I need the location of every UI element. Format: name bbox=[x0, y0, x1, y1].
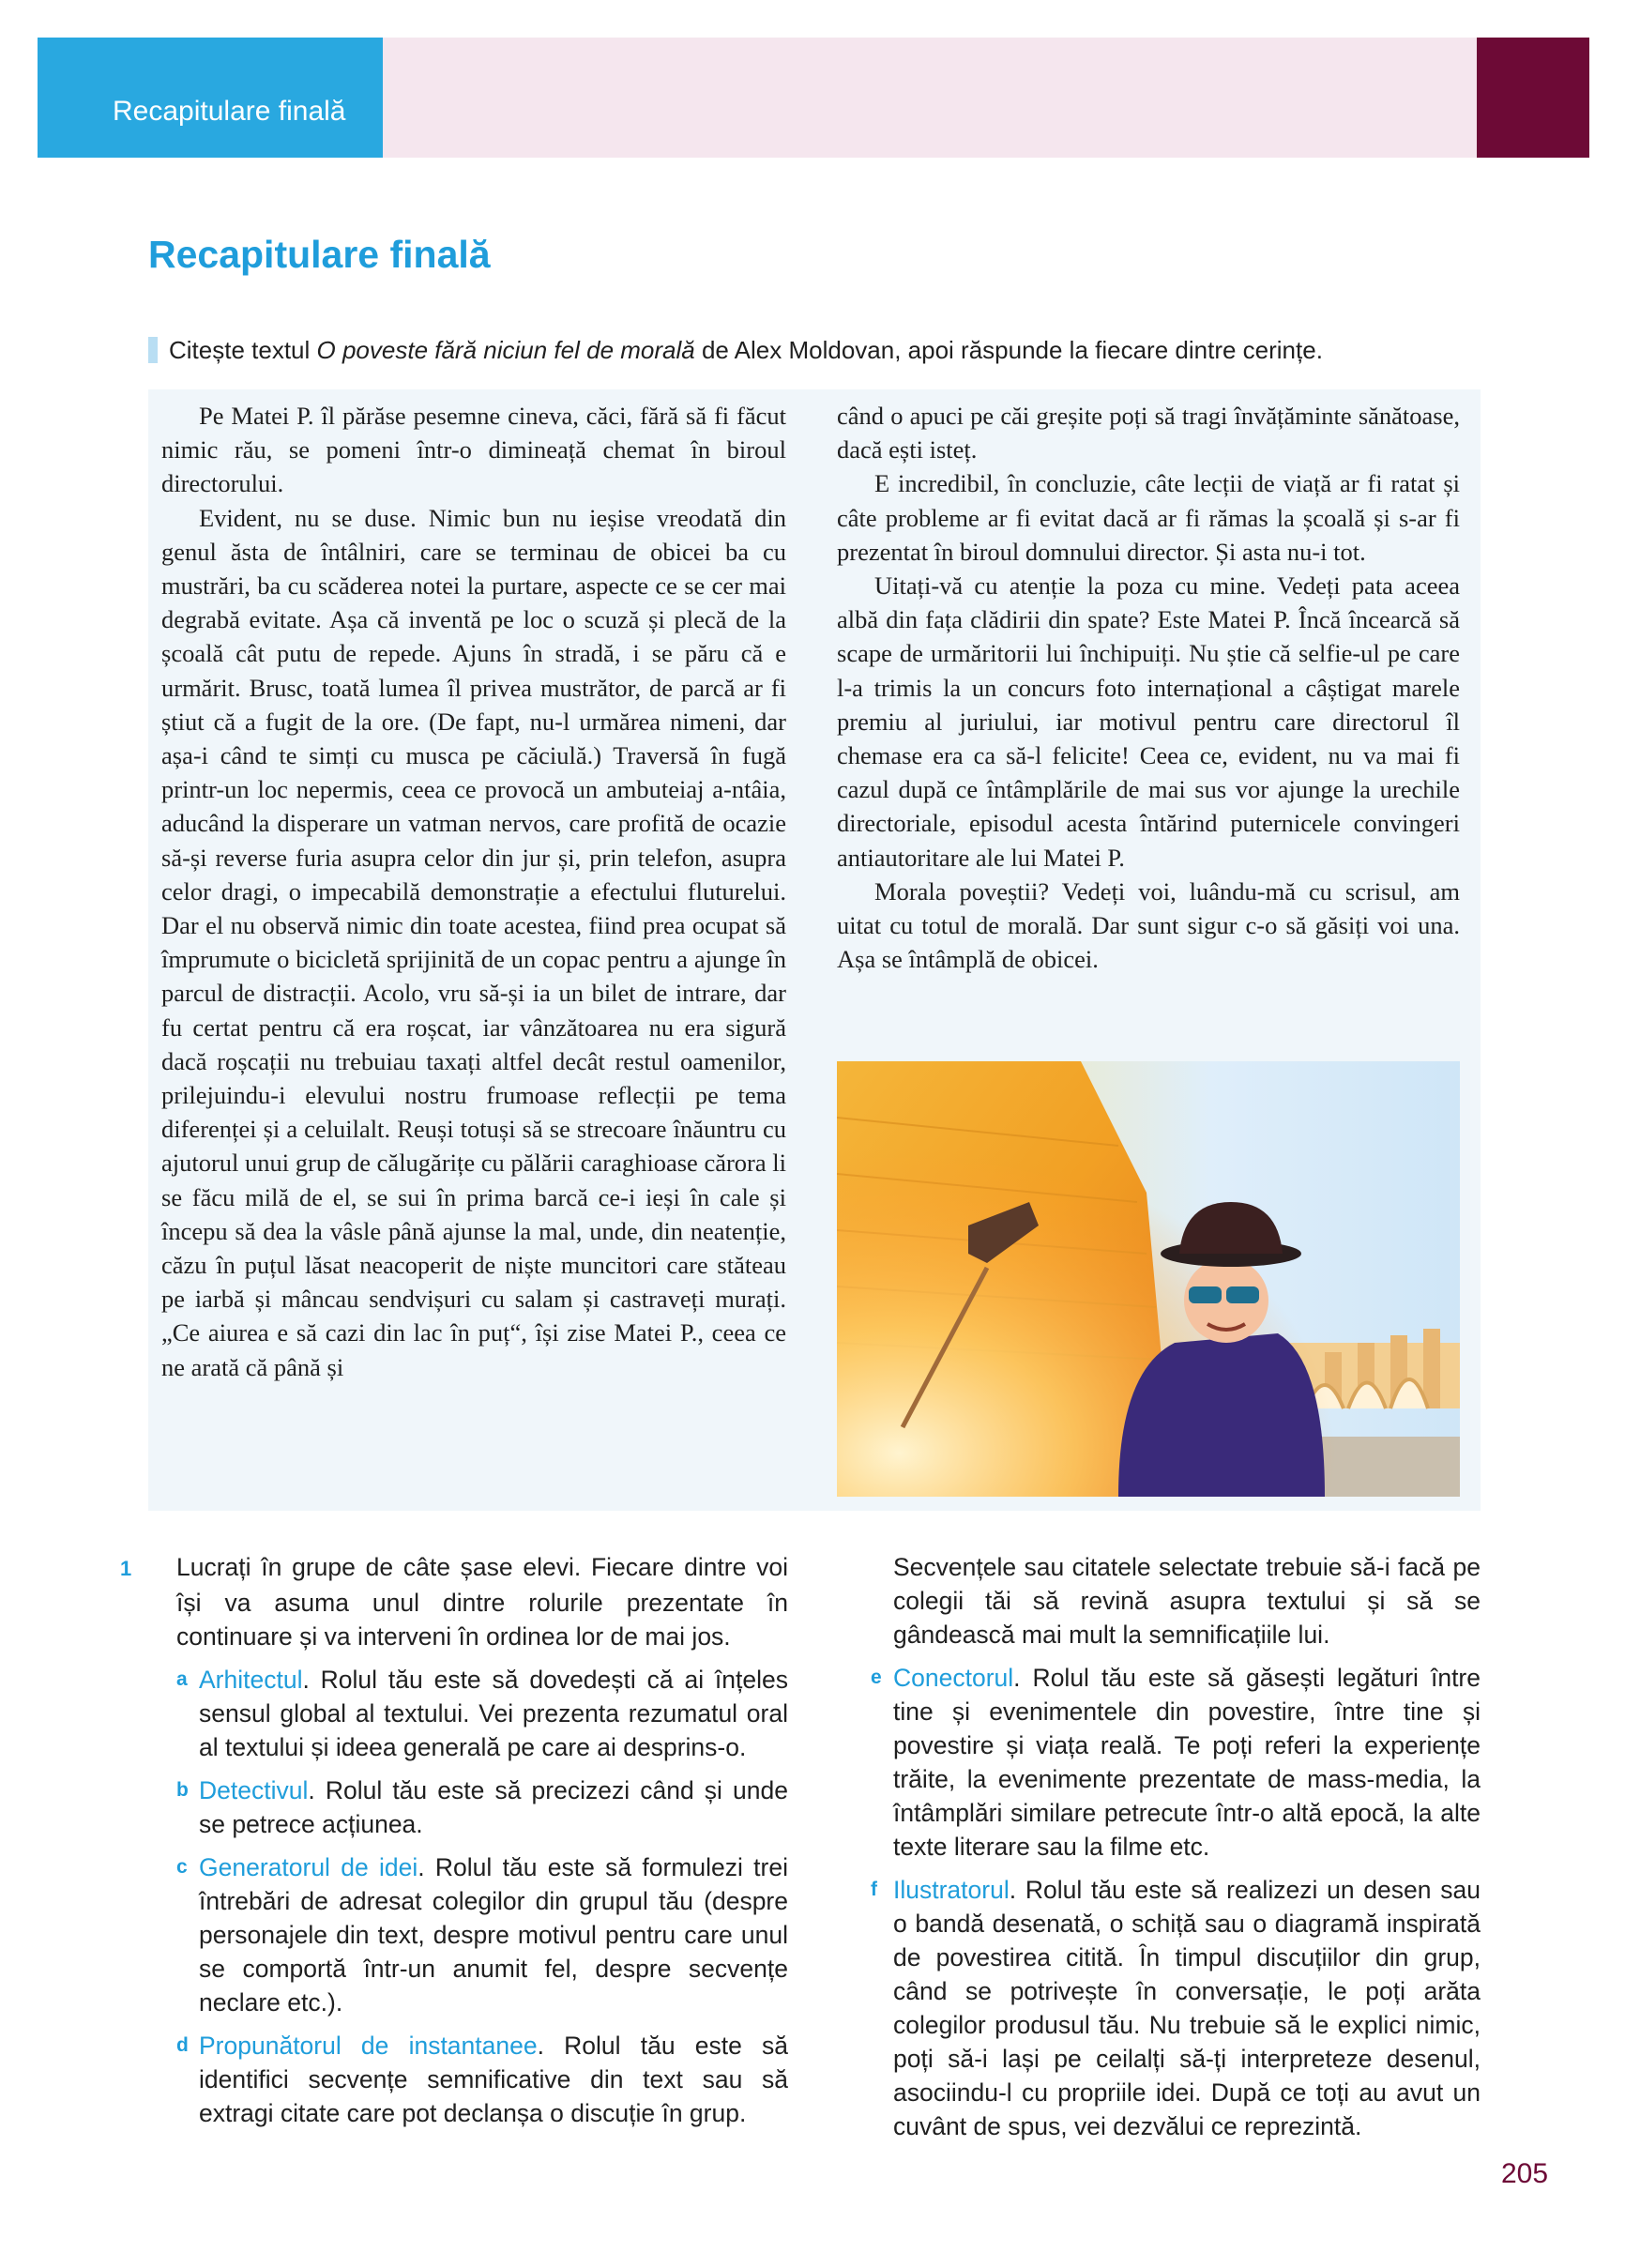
story-paragraph: Evident, nu se duse. Nimic bun nu ieșise vreodată din genul ăsta de întâlniri, care se terminau de obicei ba cu mustrări, ba cu scăderea notei la purtare, aspecte ce se cer mai degrabă evitate. Așa că inventă pe loc o scuză și plecă de la școală cât putu de repede. Ajuns în stradă, i se păru că e urmărit. Brusc, toată lumea îl privea mustrător, de parcă ar fi știut că a fugit de la ore. (De fapt, nu-l urmărea nimeni, dar așa-i când te simți cu musca pe căciulă.) Traversă în fugă printr-un loc nepermis, ceea ce provocă un ambuteiaj a-ntâia, aducând la disperare un vatman nervos, care profită de ocazie să-și reverse furia asupra celor din jur și, prin telefon, asupra celor dragi, o impecabilă demonstrație a efectului fluturelui. Dar el nu observă nimic din toate acestea, fiind prea ocupat să împrumute o bicicletă sprijinită de un copac pentru a ajunge în parcul de distracții. Acolo, vru să-și ia un bilet de intrare, dar fu certat pentru că era roșcat, iar vânzătoarea nu era sigură dacă roșcații nu trebuiau taxați altfel decât restul oamenilor, prilejuindu-i elevului nostru frumoase reflecții pe tema diferenței și a celuilalt. Reuși totuși să se strecoare înăuntru cu ajutorul unui grup de călugărițe cu pălării caraghioase cărora li se făcu milă de el, se sui în prima barcă ce-i ieși în cale și începu să dea la vâsle până ajunse la mal, unde, din neatenție, căzu în puțul lăsat neacoperit de niște muncitori care stăteau pe iarbă și mâncau sendvișuri cu salam și castraveți murați. „Ce aiurea e să cazi din lac în puț“, își zise Matei P., ceea ce ne arată că până și bbox=[161, 503, 786, 1381]
selfie-photo bbox=[837, 1061, 1460, 1497]
item-continuation: Secvențele sau citatele selectate trebuie să-i facă pe colegii tăi să revină asupra textului și să se gândească mai mult la semnificațiile lui. bbox=[893, 1553, 1481, 1649]
header-band bbox=[383, 38, 1477, 158]
role-description: . Rolul tău este să formulezi trei întrebări de adresat colegilor din grupul tău (despre personajele din text, despre motivul pentru care unul se comportă într-un anumit fel, despre secvențe neclare etc.). bbox=[199, 1853, 788, 2017]
item-letter: b bbox=[176, 1779, 189, 1801]
role-name: Arhitectul bbox=[199, 1666, 303, 1694]
role-name: Conectorul bbox=[893, 1664, 1014, 1692]
item-letter: d bbox=[176, 2034, 189, 2056]
instruction-work-title: O poveste fără niciun fel de morală bbox=[316, 336, 695, 364]
role-description: . Rolul tău este să precizezi când și unde se petrece acțiunea. bbox=[199, 1776, 788, 1838]
instruction-before: Citește textul bbox=[169, 336, 317, 364]
header-accent-block bbox=[1477, 38, 1589, 158]
page-title: Recapitulare finală bbox=[148, 233, 491, 276]
instruction bbox=[148, 333, 1490, 367]
page-number: 205 bbox=[1501, 2158, 1549, 2189]
exercise-left-column bbox=[120, 1550, 788, 2130]
role-description: . Rolul tău este să identifici secvențe semnificative din text sau să extragi citate care pot declanșa o discuție în grup. bbox=[199, 2032, 788, 2127]
role-item bbox=[871, 1873, 1481, 2143]
exercise-intro bbox=[120, 1550, 788, 1653]
instruction-marker bbox=[148, 337, 158, 363]
header-tab-label: Recapitulare finală bbox=[113, 96, 346, 127]
story-paragraph: când o apuci pe căi greșite poți să tragi învățăminte sănătoase, dacă ești isteț. bbox=[837, 402, 1460, 464]
role-description: . Rolul tău este să realizezi un desen sau o bandă desenată, o schiță sau o diagramă inspirată de povestirea citită. În timpul discuțiilor din grup, când se potrivește în conversație, le poți arăta colegilor produsul tău. Nu trebuie să le explici nimic, poți să-i lași pe ceilalți să-ți interpreteze desenul, asociindu-l cu propriile idei. După ce toți au avut un cuvânt de spus, vei dezvălui ce reprezintă. bbox=[893, 1876, 1481, 2140]
item-letter: a bbox=[176, 1668, 188, 1690]
role-name: Generatorul de idei bbox=[199, 1853, 418, 1881]
role-item bbox=[148, 1850, 788, 2019]
instruction-after: de Alex Moldovan, apoi răspunde la fiecare dintre cerințe. bbox=[694, 336, 1323, 364]
role-name: Propunătorul de instantanee bbox=[199, 2032, 538, 2060]
story-column-right bbox=[837, 399, 1460, 976]
story-paragraph: Morala poveștii? Vedeți voi, luându-mă cu scrisul, am uitat cu totul de morală. Dar sunt sigur c-o să găsiți voi una. Așa se întâmplă de obicei. bbox=[837, 876, 1460, 974]
role-item bbox=[871, 1661, 1481, 1864]
item-letter: e bbox=[871, 1667, 882, 1688]
item-letter: f bbox=[871, 1879, 877, 1900]
role-name: Detectivul bbox=[199, 1776, 309, 1804]
story-paragraph: Uitați-vă cu atenție la poza cu mine. Vedeți pata aceea albă din fața clădirii din spate? Este Matei P. Încă încearcă să scape de urmăritorii lui închipuiți. Nu știe că selfie-ul pe care l-a trimis la un concurs foto internațional a câștigat marele premiu al juriului, iar motivul pentru care directorul îl chemase era ca să-l felicite! Ceea ce, evident, nu va mai fi cazul după ce întâmplările de mai sus vor ajunge la urechile directoriale, episodul acesta întărind puternicele convingeri antiautoritare ale lui Matei P. bbox=[837, 571, 1460, 872]
exercise-intro-text: Lucrați în grupe de câte șase elevi. Fiecare dintre voi își va asuma unul dintre rolurile prezentate în continuare și va interveni în ordinea lor de mai jos. bbox=[176, 1553, 788, 1651]
role-item bbox=[148, 2029, 788, 2130]
role-item bbox=[148, 1773, 788, 1841]
role-description: . Rolul tău este să dovedești că ai înțeles sensul global al textului. Vei prezenta rezumatul oral al textului și ideea generală pe care ai desprins-o. bbox=[199, 1666, 788, 1761]
story-column-left bbox=[161, 399, 786, 1384]
story-panel bbox=[148, 389, 1481, 1511]
item-letter: c bbox=[176, 1856, 188, 1878]
exercise-right-column bbox=[871, 1550, 1481, 2143]
header-tab bbox=[38, 38, 383, 158]
role-name: Ilustratorul bbox=[893, 1876, 1010, 1904]
story-paragraph: E incredibil, în concluzie, câte lecții de viață ar fi ratat și câte probleme ar fi evitat dacă ar fi rămas la școală și s-ar fi prezentat în biroul domnului director. Și asta nu-i tot. bbox=[837, 469, 1460, 566]
exercise-number: 1 bbox=[120, 1557, 132, 1580]
role-item bbox=[148, 1663, 788, 1764]
role-description: . Rolul tău este să găsești legături între tine și evenimentele din povestire, între tine și povestire și viața reală. Te poți referi la experiențe trăite, la evenimente prezentate de mass-media, la întâmplări similare petrecute într-o altă epocă, la alte texte literare sau la filme etc. bbox=[893, 1664, 1481, 1861]
story-paragraph: Pe Matei P. îl părăse pesemne cineva, căci, fără să fi făcut nimic rău, se pomeni într-o dimineață chemat în biroul directorului. bbox=[161, 402, 786, 498]
